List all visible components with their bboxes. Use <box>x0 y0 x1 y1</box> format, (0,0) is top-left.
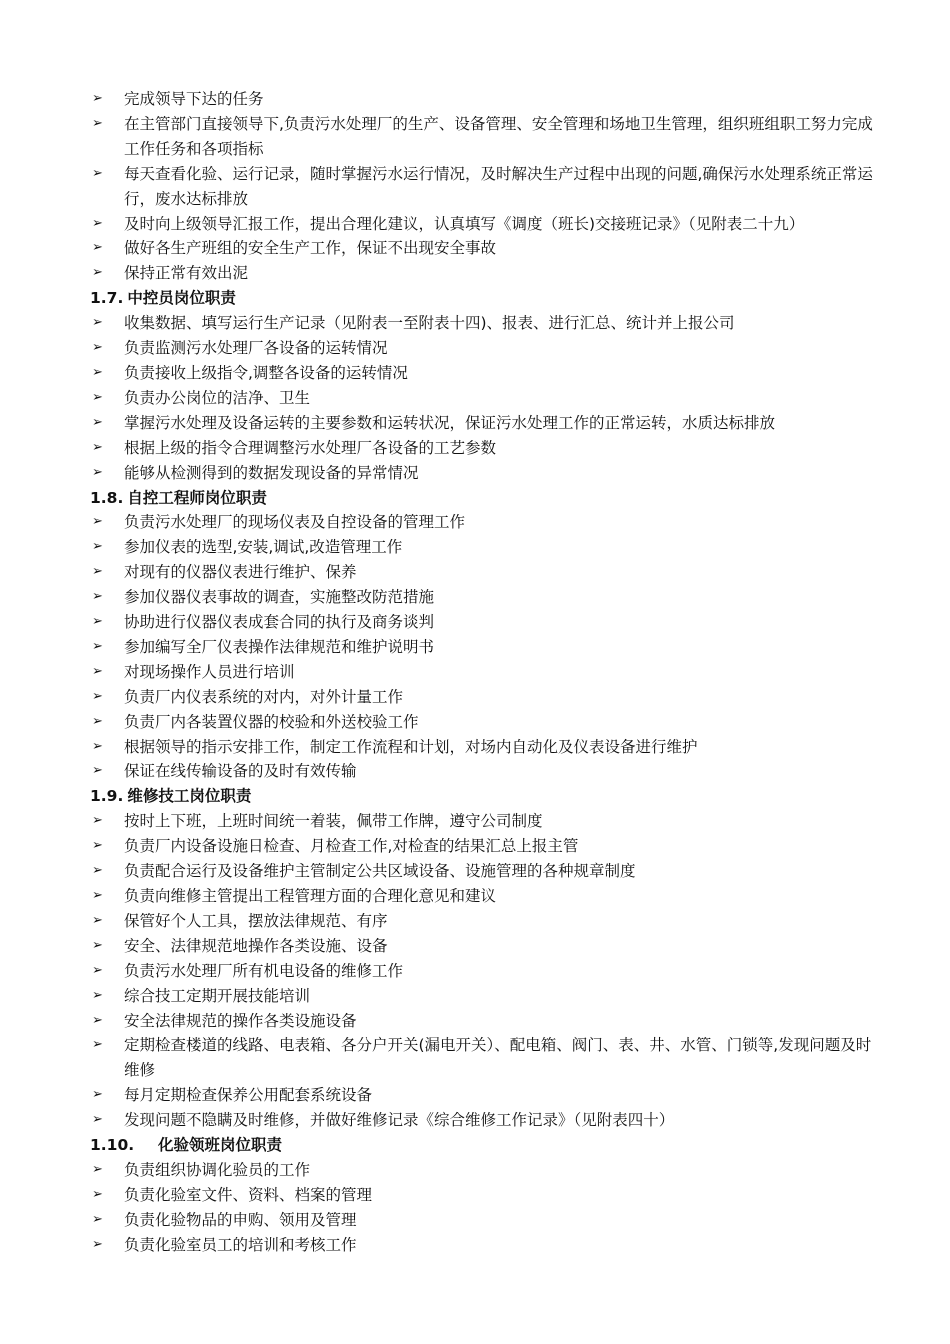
section-number: 1.10. <box>90 1136 135 1155</box>
list-item-text: 参加编写全厂仪表操作法律规范和维护说明书 <box>124 637 435 656</box>
list-item <box>0 212 950 237</box>
list-item-text: 综合技工定期开展技能培训 <box>124 986 311 1005</box>
section-heading <box>0 784 950 809</box>
section-title: 维修技工岗位职责 <box>127 787 252 806</box>
list-item-text: 对现场操作人员进行培训 <box>124 662 295 681</box>
arrow-bullet-icon: ➢ <box>92 215 103 231</box>
list-item <box>0 859 950 884</box>
list-item <box>0 610 950 635</box>
list-item-text: 保持正常有效出泥 <box>124 264 249 283</box>
list-item <box>0 236 950 261</box>
arrow-bullet-icon: ➢ <box>92 614 103 630</box>
list-item-text: 保证在线传输设备的及时有效传输 <box>124 762 357 781</box>
section-heading <box>0 286 950 311</box>
arrow-bullet-icon: ➢ <box>92 265 103 281</box>
section-title: 自控工程师岗位职责 <box>127 488 267 507</box>
section-title: 化验领班岗位职责 <box>158 1136 283 1155</box>
arrow-bullet-icon: ➢ <box>92 638 103 654</box>
arrow-bullet-icon: ➢ <box>92 888 103 903</box>
arrow-bullet-icon: ➢ <box>92 564 103 580</box>
list-item <box>0 336 950 361</box>
list-item <box>0 959 950 984</box>
arrow-bullet-icon: ➢ <box>92 713 103 729</box>
list-item-text: 按时上下班，上班时间统一着装，佩带工作牌，遵守公司制度 <box>124 812 543 831</box>
list-item-text: 负责配合运行及设备维护主管制定公共区域设备、设施管理的各种规章制度 <box>124 862 636 881</box>
list-item <box>0 685 950 710</box>
list-item <box>0 411 950 436</box>
list-item-text: 负责接收上级指令,调整各设备的运转情况 <box>124 363 408 382</box>
list-item <box>0 759 950 784</box>
list-item-text: 定期检查楼道的线路、电表箱、各分户开关(漏电开关）、配电箱、阀门、表、井、水管、门锁等,发现问题及时维修 <box>124 1036 872 1080</box>
arrow-bullet-icon: ➢ <box>92 1211 103 1227</box>
arrow-bullet-icon: ➢ <box>92 1037 103 1053</box>
arrow-bullet-icon: ➢ <box>92 813 103 829</box>
section-heading <box>0 486 950 511</box>
arrow-bullet-icon: ➢ <box>92 1112 103 1128</box>
list-item <box>0 1009 950 1034</box>
arrow-bullet-icon: ➢ <box>92 389 103 405</box>
section-number: 1.7. <box>90 289 124 308</box>
list-item-text: 负责监测污水处理厂各设备的运转情况 <box>124 339 388 358</box>
list-item <box>0 834 950 859</box>
list-item <box>0 735 950 760</box>
list-item <box>0 1233 950 1258</box>
list-item-text: 发现问题不隐瞒及时维修，并做好维修记录《综合维修工作记录》（见附表四十） <box>124 1111 675 1130</box>
arrow-bullet-icon: ➢ <box>92 589 103 605</box>
list-item <box>0 386 950 411</box>
arrow-bullet-icon: ➢ <box>92 514 103 530</box>
list-item <box>0 436 950 461</box>
arrow-bullet-icon: ➢ <box>92 1012 103 1028</box>
arrow-bullet-icon: ➢ <box>92 539 103 555</box>
arrow-bullet-icon: ➢ <box>92 91 103 106</box>
list-item-text: 参加仪器仪表事故的调查，实施整改防范措施 <box>124 588 435 607</box>
list-item <box>0 635 950 660</box>
list-item <box>0 585 950 610</box>
document-body <box>0 87 950 1258</box>
arrow-bullet-icon: ➢ <box>92 987 103 1003</box>
arrow-bullet-icon: ➢ <box>92 688 103 704</box>
section-number: 1.9. <box>90 787 124 806</box>
list-item <box>0 934 950 959</box>
arrow-bullet-icon: ➢ <box>92 962 103 978</box>
list-item-text: 负责化验室文件、资料、档案的管理 <box>124 1185 373 1204</box>
list-item-text: 做好各生产班组的安全生产工作，保证不出现安全事故 <box>124 239 497 258</box>
list-item <box>0 710 950 735</box>
arrow-bullet-icon: ➢ <box>92 439 103 455</box>
list-item-text: 安全法律规范的操作各类设施设备 <box>124 1011 357 1030</box>
arrow-bullet-icon: ➢ <box>92 663 103 679</box>
list-item-text: 每月定期检查保养公用配套系统设备 <box>124 1086 373 1105</box>
arrow-bullet-icon: ➢ <box>92 1236 103 1252</box>
list-item-text: 负责组织协调化验员的工作 <box>124 1160 311 1179</box>
list-item-text: 在主管部门直接领导下,负责污水处理厂的生产、设备管理、安全管理和场地卫生管理，组织班组职工努力完成工作任务和各项指标 <box>124 114 873 158</box>
arrow-bullet-icon: ➢ <box>92 340 103 356</box>
list-item <box>0 909 950 934</box>
list-item <box>0 884 950 909</box>
arrow-bullet-icon: ➢ <box>92 863 103 879</box>
arrow-bullet-icon: ➢ <box>92 763 103 779</box>
list-item <box>0 361 950 386</box>
list-item <box>0 1108 950 1133</box>
list-item-text: 掌握污水处理及设备运转的主要参数和运转状况，保证污水处理工作的正常运转，水质达标排放 <box>124 413 776 432</box>
arrow-bullet-icon: ➢ <box>92 115 103 131</box>
list-item <box>0 1208 950 1233</box>
list-item <box>0 1158 950 1183</box>
arrow-bullet-icon: ➢ <box>92 937 103 953</box>
list-item <box>0 660 950 685</box>
list-item-text: 完成领导下达的任务 <box>124 90 264 108</box>
arrow-bullet-icon: ➢ <box>92 1186 103 1202</box>
list-item-text: 每天查看化验、运行记录，随时掌握污水运行情况，及时解决生产过程中出现的问题,确保污水处理系统正常运行，废水达标排放 <box>124 164 873 208</box>
list-item-text: 负责污水处理厂所有机电设备的维修工作 <box>124 961 404 980</box>
arrow-bullet-icon: ➢ <box>92 738 103 754</box>
arrow-bullet-icon: ➢ <box>92 414 103 430</box>
list-item <box>0 1083 950 1108</box>
arrow-bullet-icon: ➢ <box>92 240 103 256</box>
section-number: 1.8. <box>90 488 124 507</box>
list-item <box>0 311 950 336</box>
list-item-text: 根据领导的指示安排工作，制定工作流程和计划，对场内自动化及仪表设备进行维护 <box>124 737 698 756</box>
arrow-bullet-icon: ➢ <box>92 315 103 331</box>
list-item-text: 负责污水处理厂的现场仪表及自控设备的管理工作 <box>124 513 466 532</box>
list-item <box>0 560 950 585</box>
section-title: 中控员岗位职责 <box>127 289 236 308</box>
list-item <box>0 112 950 162</box>
section-heading <box>0 1133 950 1158</box>
arrow-bullet-icon: ➢ <box>92 838 103 854</box>
list-item <box>0 1183 950 1208</box>
list-item-text: 安全、法律规范地操作各类设施、设备 <box>124 936 388 955</box>
list-item-text: 能够从检测得到的数据发现设备的异常情况 <box>124 463 419 482</box>
arrow-bullet-icon: ➢ <box>92 464 103 480</box>
arrow-bullet-icon: ➢ <box>92 364 103 380</box>
list-item <box>0 461 950 486</box>
list-item-text: 及时向上级领导汇报工作，提出合理化建议，认真填写《调度（班长)交接班记录》（见附表二十九） <box>124 214 805 233</box>
list-item-text: 负责向维修主管提出工程管理方面的合理化意见和建议 <box>124 887 497 905</box>
list-item-text: 协助进行仪器仪表成套合同的执行及商务谈判 <box>124 613 435 632</box>
list-item-text: 保管好个人工具，摆放法律规范、有序 <box>124 911 388 930</box>
arrow-bullet-icon: ➢ <box>92 165 103 181</box>
list-item-text: 负责厂内仪表系统的对内，对外计量工作 <box>124 687 404 706</box>
arrow-bullet-icon: ➢ <box>92 1161 103 1177</box>
list-item <box>0 510 950 535</box>
arrow-bullet-icon: ➢ <box>92 1087 103 1103</box>
list-item-text: 参加仪表的选型,安装,调试,改造管理工作 <box>124 538 403 557</box>
list-item-text: 收集数据、填写运行生产记录（见附表一至附表十四)、报表、进行汇总、统计并上报公司 <box>124 314 735 333</box>
list-item <box>0 809 950 834</box>
list-item-text: 负责厂内设备设施日检查、月检查工作,对检查的结果汇总上报主管 <box>124 837 579 856</box>
list-item <box>0 984 950 1009</box>
list-item <box>0 261 950 286</box>
list-item <box>0 535 950 560</box>
list-item-text: 根据上级的指令合理调整污水处理厂各设备的工艺参数 <box>124 438 497 457</box>
arrow-bullet-icon: ➢ <box>92 912 103 928</box>
list-item <box>0 87 950 112</box>
list-item-text: 对现有的仪器仪表进行维护、保养 <box>124 563 357 582</box>
list-item-text: 负责化验物品的申购、领用及管理 <box>124 1210 357 1229</box>
list-item-text: 负责办公岗位的洁净、卫生 <box>124 388 311 407</box>
list-item-text: 负责化验室员工的培训和考核工作 <box>124 1235 357 1254</box>
list-item <box>0 1033 950 1083</box>
list-item <box>0 162 950 212</box>
list-item-text: 负责厂内各装置仪器的校验和外送校验工作 <box>124 712 419 731</box>
